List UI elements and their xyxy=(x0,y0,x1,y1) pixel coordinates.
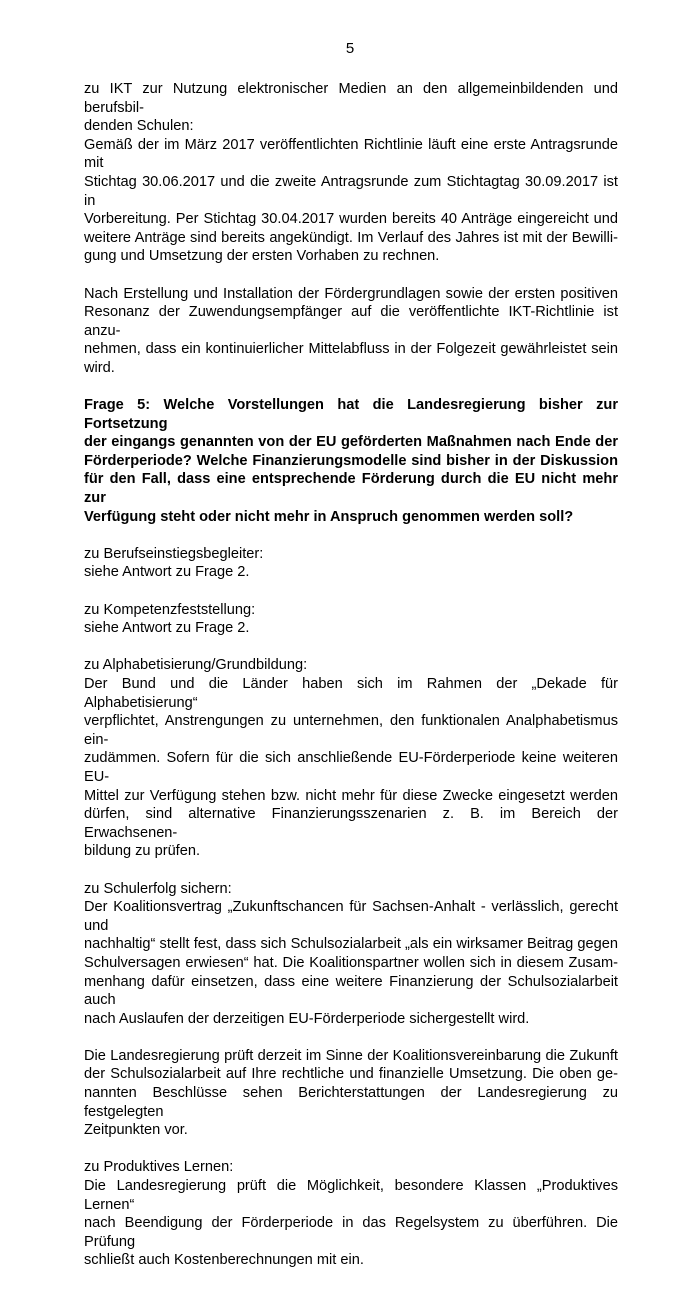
text-line: Gemäß der im März 2017 veröffentlichten Richtlinie läuft eine erste Antragsrunde mit xyxy=(84,136,618,172)
paragraph-berufseinstieg xyxy=(84,545,618,582)
text-line: denden Schulen: xyxy=(84,118,194,135)
text-line: der Schulsozialarbeit auf Ihre rechtliche und finanzielle Umsetzung. Die oben ge- xyxy=(84,1066,618,1083)
text-line: für den Fall, dass eine entsprechende Förderung durch die EU nicht mehr zur xyxy=(84,471,618,507)
text-line: nach Auslaufen der derzeitigen EU-Förderperiode sichergestellt wird. xyxy=(84,1010,530,1027)
text-line: zu Alphabetisierung/Grundbildung: xyxy=(84,657,308,674)
text-line: Der Koalitionsvertrag „Zukunftschancen für Sachsen-Anhalt - verlässlich, gerecht und xyxy=(84,899,618,934)
text-line: zu Kompetenzfeststellung: xyxy=(84,601,256,618)
text-line: nannten Beschlüsse sehen Berichterstattungen der Landesregierung zu festgelegten xyxy=(84,1085,618,1120)
text-line: Verfügung steht oder nicht mehr in Anspruch genommen werden soll? xyxy=(84,508,574,525)
text-line: Zeitpunkten vor. xyxy=(84,1122,188,1139)
text-line: bildung zu prüfen. xyxy=(84,843,201,860)
text-line: nehmen, dass ein kontinuierlicher Mittelabfluss in der Folgezeit gewährleistet sein xyxy=(84,341,618,358)
text-line: zu Schulerfolg sichern: xyxy=(84,880,232,897)
document-body xyxy=(84,80,618,1289)
text-line: Der Bund und die Länder haben sich im Rahmen der „Dekade für Alphabetisierung“ xyxy=(84,676,618,711)
text-line: Schulversagen erwiesen“ hat. Die Koalitionspartner wollen sich in diesem Zusam- xyxy=(84,954,618,971)
text-line: Frage 5: Welche Vorstellungen hat die Landesregierung bisher zur Fortsetzung xyxy=(84,397,618,432)
paragraph-ikt-2 xyxy=(84,285,618,378)
text-line: gung und Umsetzung der ersten Vorhaben zu rechnen. xyxy=(84,248,440,265)
paragraph-kompetenz xyxy=(84,601,618,638)
text-line: Die Landesregierung prüft derzeit im Sinne der Koalitionsvereinbarung die Zukunft xyxy=(84,1047,618,1064)
text-line: nach Beendigung der Förderperiode in das Regelsystem zu überführen. Die Prüfung xyxy=(84,1215,618,1250)
text-line: zu Berufseinstiegsbegleiter: xyxy=(84,545,264,562)
paragraph-ikt xyxy=(84,80,618,266)
text-line: menhang dafür einsetzen, dass eine weitere Finanzierung der Schulsozialarbeit auch xyxy=(84,973,618,1009)
paragraph-schulerfolg xyxy=(84,880,618,1029)
text-line: zudämmen. Sofern für die sich anschließende EU-Förderperiode keine weiteren EU- xyxy=(84,750,618,785)
text-line: wird. xyxy=(84,359,115,376)
text-line: Resonanz der Zuwendungsempfänger auf die veröffentlichte IKT-Richtlinie ist anzu- xyxy=(84,304,618,339)
text-line: Mittel zur Verfügung stehen bzw. nicht mehr für diese Zwecke eingesetzt werden xyxy=(84,787,618,804)
text-line: der eingangs genannten von der EU geförderten Maßnahmen nach Ende der xyxy=(84,434,618,451)
text-line: schließt auch Kostenberechnungen mit ein. xyxy=(84,1252,364,1269)
text-line: Förderperiode? Welche Finanzierungsmodelle sind bisher in der Diskussion xyxy=(84,452,618,469)
text-line: zu Produktives Lernen: xyxy=(84,1159,234,1176)
paragraph-produktives-lernen xyxy=(84,1158,618,1270)
text-line: nachhaltig“ stellt fest, dass sich Schulsozialarbeit „als ein wirksamer Beitrag gegen xyxy=(84,936,618,953)
page-number: 5 xyxy=(345,40,355,57)
text-line: siehe Antwort zu Frage 2. xyxy=(84,620,250,637)
question-paragraph xyxy=(84,396,618,526)
text-line: Vorbereitung. Per Stichtag 30.04.2017 wurden bereits 40 Anträge eingereicht und xyxy=(84,211,618,228)
text-line: Stichtag 30.06.2017 und die zweite Antragsrunde zum Stichtagtag 30.09.2017 ist in xyxy=(84,173,618,209)
text-line: dürfen, sind alternative Finanzierungsszenarien z. B. im Bereich der Erwachsenen- xyxy=(84,806,618,841)
paragraph-alphabetisierung xyxy=(84,656,618,861)
text-line: zu IKT zur Nutzung elektronischer Medien an den allgemeinbildenden und berufsbil- xyxy=(84,81,618,116)
text-line: Die Landesregierung prüft die Möglichkeit, besondere Klassen „Produktives Lernen“ xyxy=(84,1178,618,1213)
text-line: Nach Erstellung und Installation der Fördergrundlagen sowie der ersten positiven xyxy=(84,285,618,302)
paragraph-schulerfolg-2 xyxy=(84,1047,618,1140)
text-line: weitere Anträge sind bereits angekündigt. Im Verlauf des Jahres ist mit der Bewilli- xyxy=(84,229,618,246)
text-line: verpflichtet, Anstrengungen zu unternehmen, den funktionalen Analphabetismus ein- xyxy=(84,713,618,748)
text-line: siehe Antwort zu Frage 2. xyxy=(84,564,250,581)
